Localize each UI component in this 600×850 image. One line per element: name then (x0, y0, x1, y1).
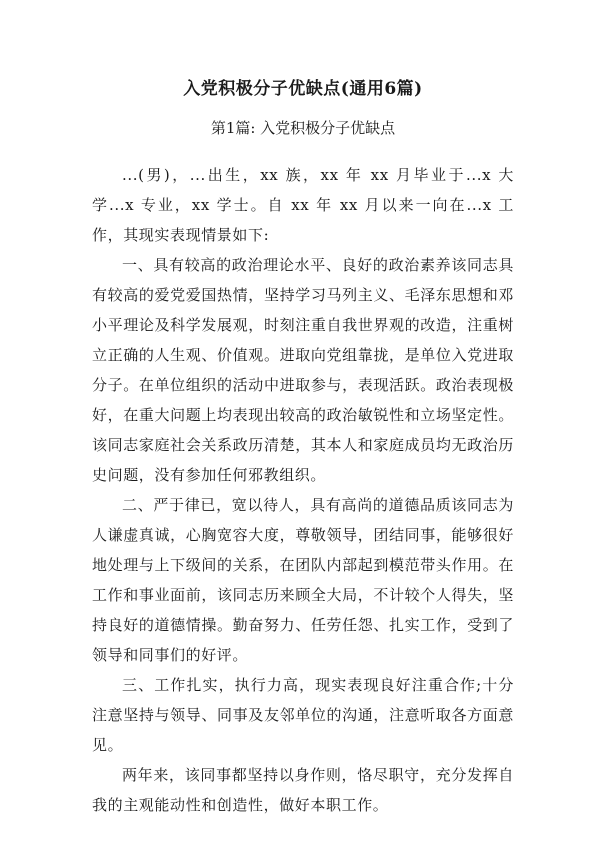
document-subtitle: 第1篇: 入党积极分子优缺点 (210, 119, 396, 137)
paragraph-summary: 两年来，该同事都坚持以身作则，恪尽职守，充分发挥自我的主观能动性和创造性，做好本职工作。 (92, 766, 514, 814)
document-title: 入党积极分子优缺点(通用6篇) (183, 79, 423, 99)
paragraph-work: 三、工作扎实，执行力高，现实表现良好注重合作;十分注意坚持与领导、同事及友邻单位的沟通，注意听取各方面意见。 (92, 676, 514, 754)
paragraph-intro: ...(男)，...出生，xx 族，xx 年 xx 月毕业于...x 大学...x 专业，xx 学士。自 xx 年 xx 月以来一向在...x 工作，其现实表现情景如下: (92, 166, 514, 244)
paragraph-political: 一、具有较高的政治理论水平、良好的政治素养该同志具有较高的爱党爱国热情，坚持学习马列主义、毛泽东思想和邓小平理论及科学发展观，时刻注重自我世界观的改造，注重树立正确的人生观、价值观。进取向党组靠拢，是单位入党进取分子。在单位组织的活动中进取参与，表现活跃。政治表现极好，在重大问题上均表现出较高的政治敏锐性和立场坚定性。该同志家庭社会关系政历清楚，其本人和家庭成员均无政治历史问题，没有参加任何邪教组织。 (92, 256, 514, 484)
paragraph-moral: 二、严于律已，宽以待人，具有高尚的道德品质该同志为人谦虚真诚，心胸宽容大度，尊敬领导，团结同事，能够很好地处理与上下级间的关系，在团队内部起到模范带头作用。在工作和事业面前，该同志历来顾全大局，不计较个人得失，坚持良好的道德情操。勤奋努力、任劳任怨、扎实工作，受到了领导和同事们的好评。 (92, 496, 514, 664)
